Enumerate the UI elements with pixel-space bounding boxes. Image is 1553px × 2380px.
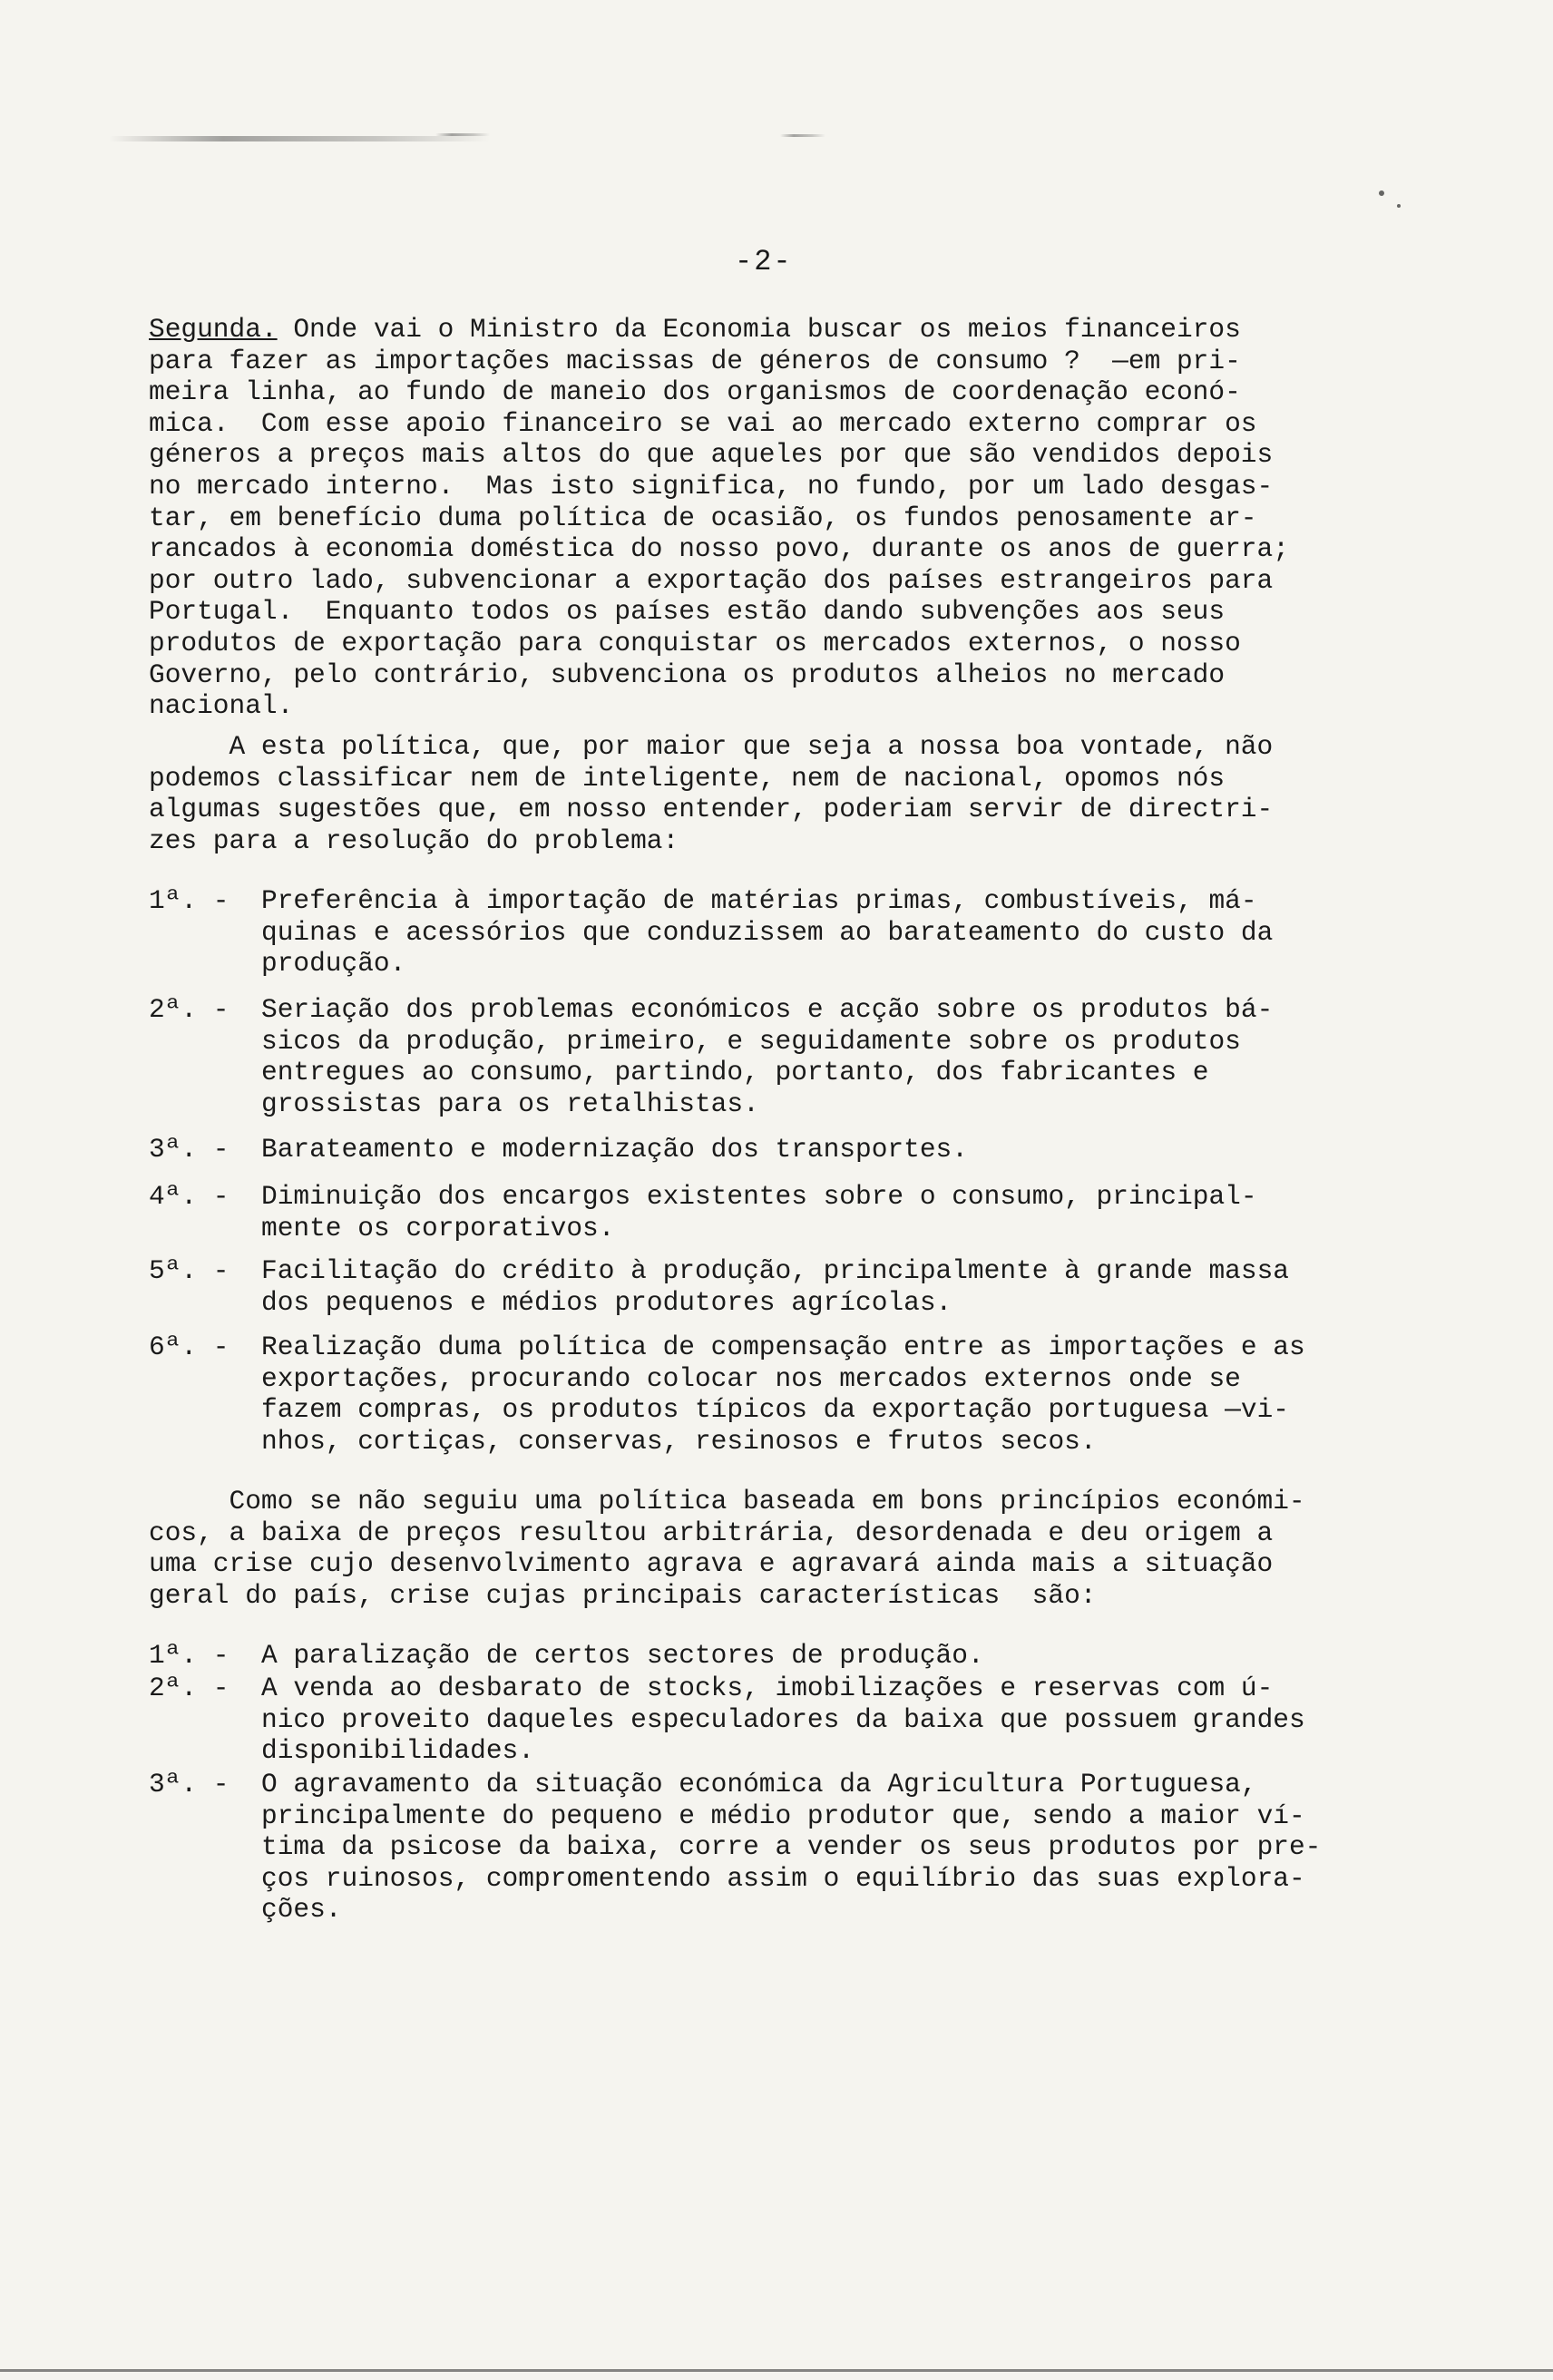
- paragraph-first-line: Onde vai o Ministro da Economia buscar os meios financeiros: [277, 314, 1241, 345]
- suggestion-text: Preferência à importação de matérias primas, combustíveis, má- quinas e acessórios que conduzissem ao barateamento do custo da produção.: [261, 885, 1274, 980]
- scan-artifact-streak: [780, 134, 825, 137]
- suggestion-text: Barateamento e modernização dos transportes.: [261, 1134, 968, 1165]
- scan-bottom-edge: [0, 2369, 1553, 2372]
- characteristic-text: A venda ao desbarato de stocks, imobilizações e reservas com ú- nico proveito daqueles especuladores da baixa que possuem grandes disponibilidades.: [261, 1673, 1305, 1767]
- characteristic-number: 3ª. -: [149, 1769, 230, 1800]
- paragraph-lead: Segunda.: [149, 314, 278, 345]
- suggestion-text: Seriação dos problemas económicos e acção sobre os produtos bá- sicos da produção, primeiro, e seguidamente sobre os produtos entregues ao consumo, partindo, portanto, dos fabricantes e grossistas para os retalhistas.: [261, 994, 1274, 1119]
- scan-artifact-dot: [1379, 190, 1384, 196]
- characteristic-text: O agravamento da situação económica da Agricultura Portuguesa, principalmente do pequeno e médio produtor que, sendo a maior ví- tima da psicose da baixa, corre a vender os seus produtos por pre- ços ruinosos, compromentendo assim o equilíbrio das suas explora- ções.: [261, 1769, 1322, 1926]
- suggestion-text: Diminuição dos encargos existentes sobre o consumo, principal- mente os corporativos.: [261, 1181, 1257, 1244]
- page-number: -2-: [735, 245, 793, 278]
- characteristic-number: 1ª. -: [149, 1640, 230, 1671]
- scan-artifact-streak: [109, 136, 490, 141]
- paragraph-politica: A esta política, que, por maior que seja a nossa boa vontade, não podemos classificar nem de inteligente, nem de nacional, opomos nós algumas sugestões que, em nosso entender, poderiam servir de directri- zes para a resolução do problema:: [149, 731, 1274, 856]
- suggestion-number: 1ª. -: [149, 885, 230, 916]
- scan-artifact-streak: [435, 133, 490, 136]
- suggestion-number: 3ª. -: [149, 1134, 230, 1165]
- characteristic-text: A paralização de certos sectores de produção.: [261, 1640, 984, 1671]
- paragraph-segunda: [149, 314, 1473, 722]
- characteristic-number: 2ª. -: [149, 1673, 230, 1703]
- scan-artifact-dot: [1397, 204, 1401, 208]
- suggestion-text: Realização duma política de compensação entre as importações e as exportações, procurando colocar nos mercados externos onde se fazem compras, os produtos típicos da exportação portuguesa —vi- nhos, cortiças, conservas, resinosos e frutos secos.: [261, 1331, 1305, 1457]
- suggestion-number: 4ª. -: [149, 1181, 230, 1212]
- suggestion-text: Facilitação do crédito à produção, principalmente à grande massa dos pequenos e médios produtores agrícolas.: [261, 1255, 1289, 1318]
- suggestion-number: 5ª. -: [149, 1255, 230, 1286]
- suggestion-number: 6ª. -: [149, 1331, 230, 1362]
- paragraph-crise: Como se não seguiu uma política baseada em bons princípios económi- cos, a baixa de preços resultou arbitrária, desordenada e deu origem a uma crise cujo desenvolvimento agrava e agravará ainda mais a situação geral do país, crise cujas principais características são:: [149, 1486, 1305, 1611]
- paragraph-body: para fazer as importações macissas de géneros de consumo ? —em pri- meira linha, ao fundo de maneio dos organismos de coordenação econó- mica. Com esse apoio financeiro se vai ao mercado externo comprar os géneros a preços mais altos do que aqueles por que são vendidos depois no mercado interno. Mas isto significa, no fundo, por um lado desgas- tar, em benefício duma política de ocasião, os fundos penosamente ar- rancados à economia doméstica do nosso povo, durante os anos de guerra; por outro lado, subvencionar a exportação dos países estrangeiros para Portugal. Enquanto todos os países estão dando subvenções aos seus produtos de exportação para conquistar os mercados externos, o nosso Governo, pelo contrário, subvenciona os produtos alheios no mercado nacional.: [149, 345, 1289, 722]
- suggestion-number: 2ª. -: [149, 994, 230, 1025]
